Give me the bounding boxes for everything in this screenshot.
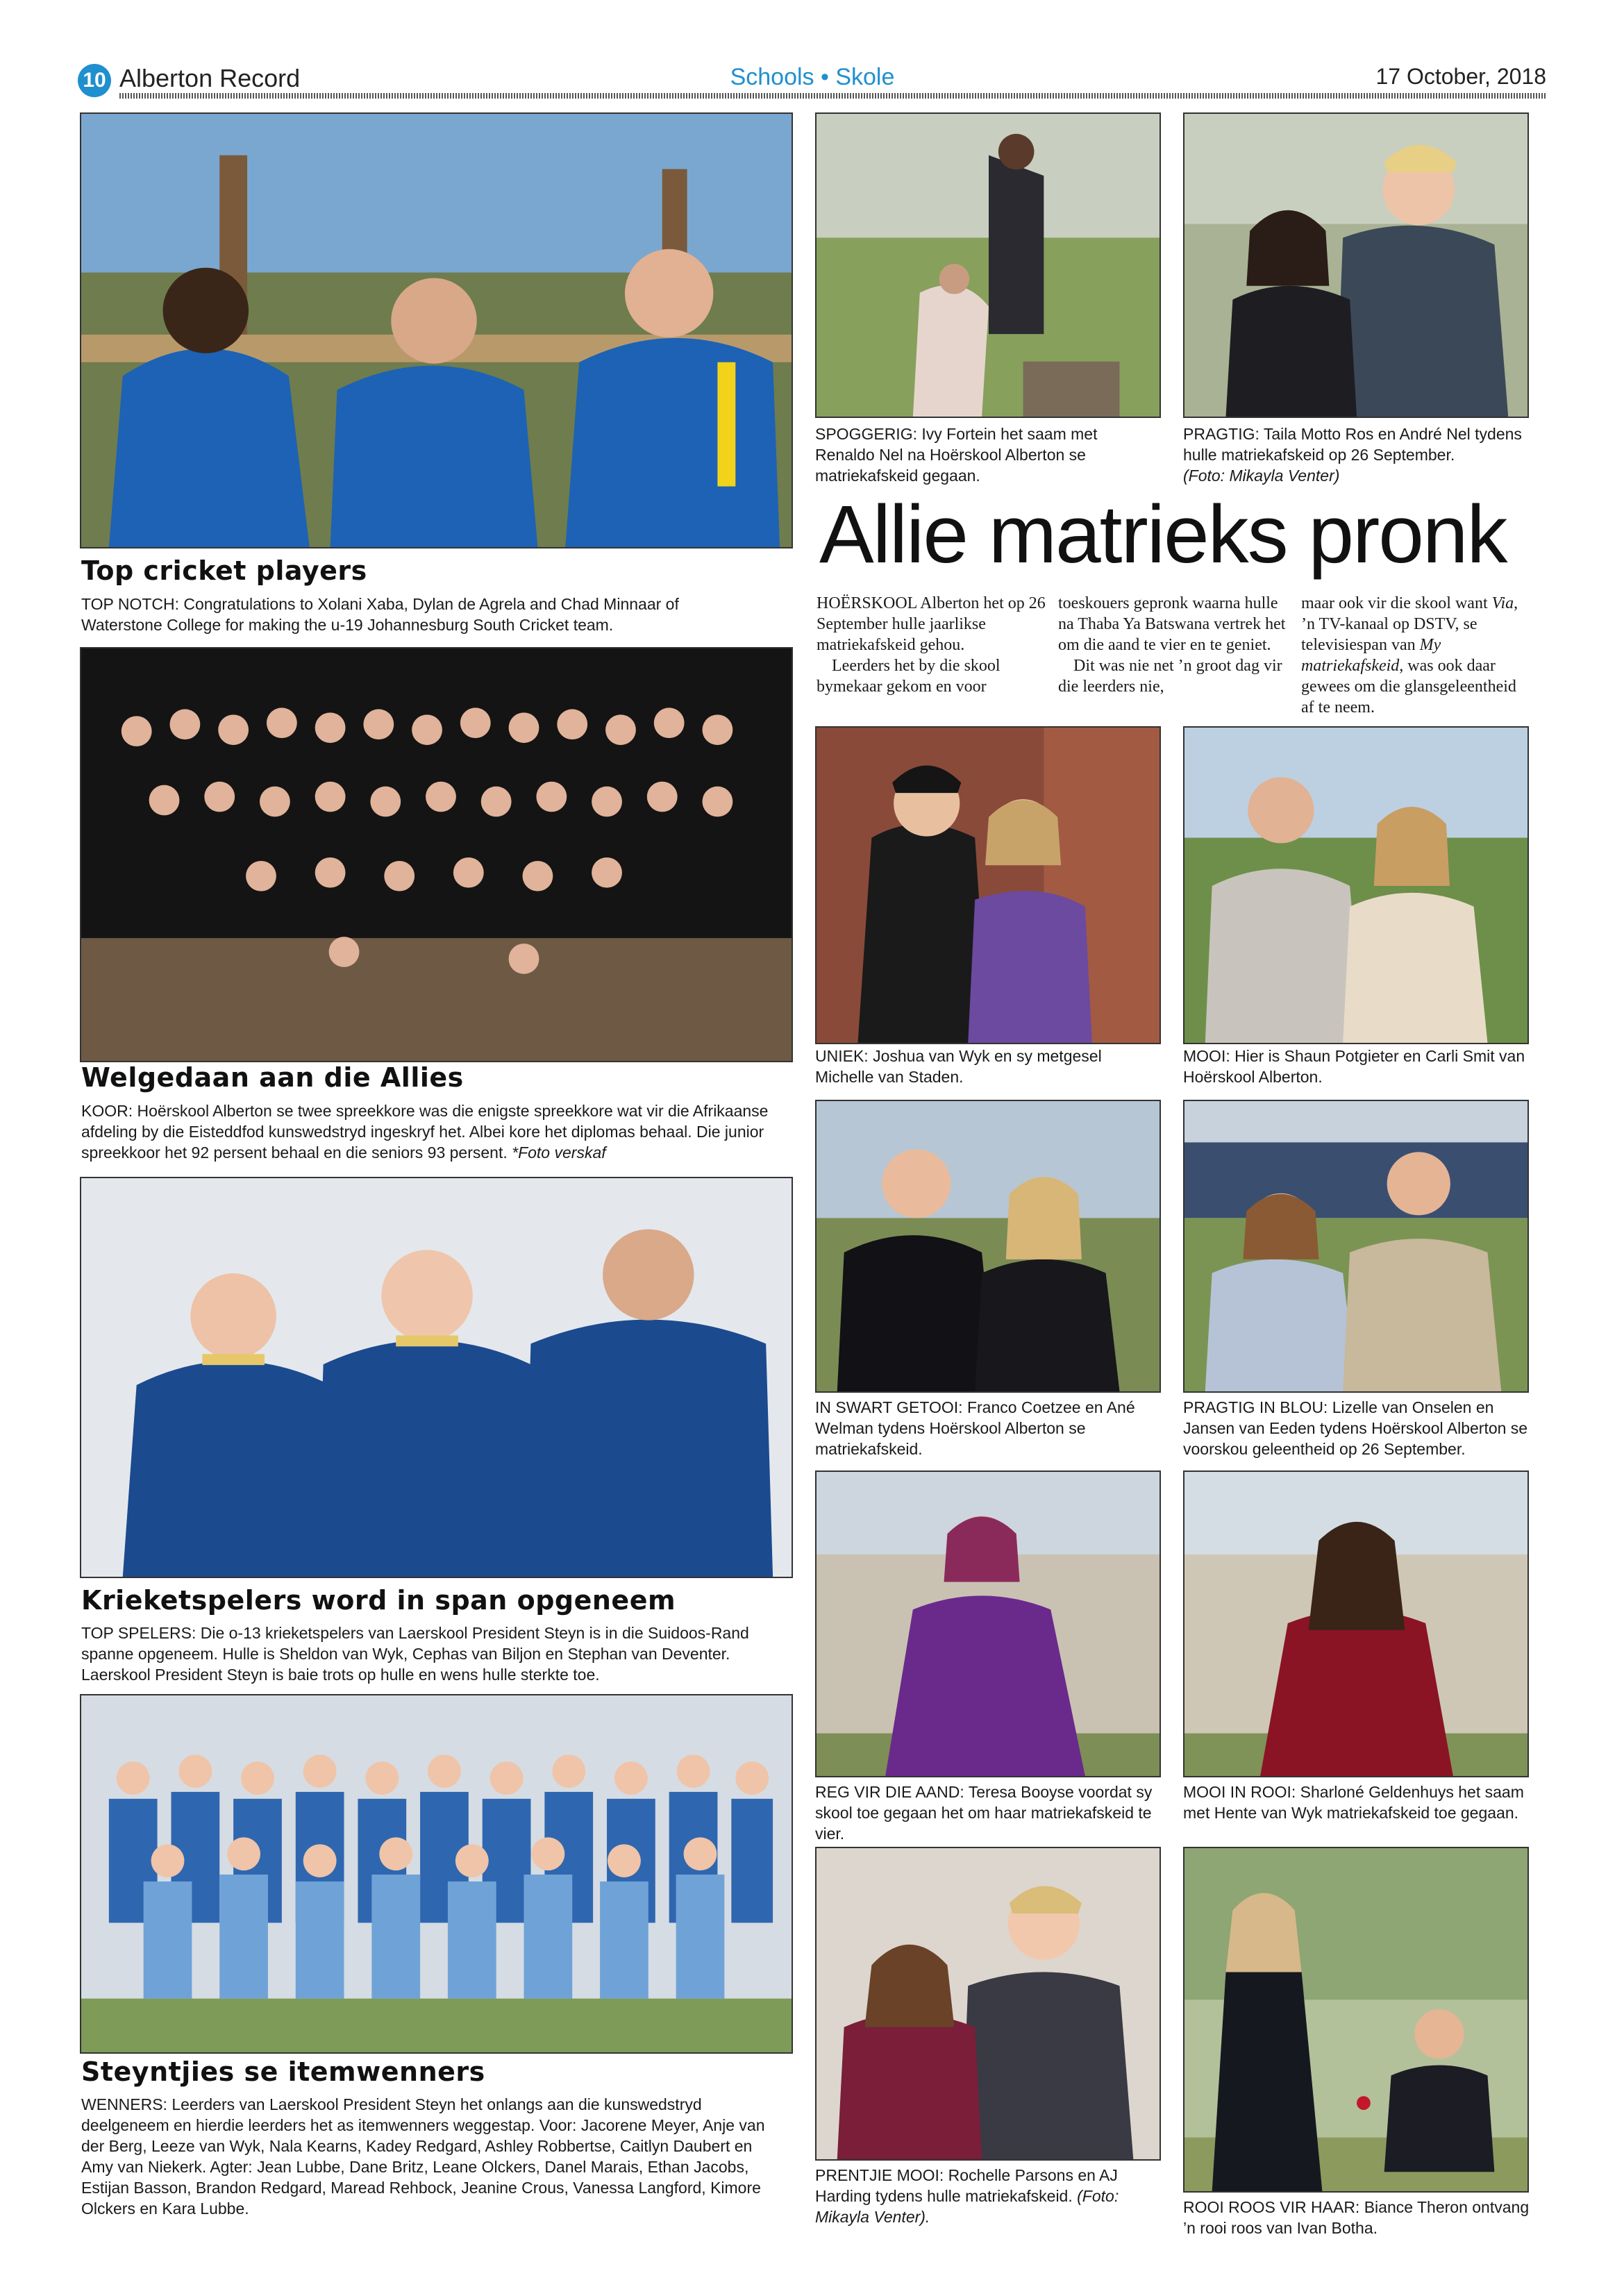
photo-mooi (1183, 726, 1529, 1044)
photo-u13-cricket (80, 1177, 793, 1578)
headline-choir: Welgedaan aan die Allies (81, 1062, 464, 1093)
article-col-2 (1058, 593, 1287, 697)
caption-choir-credit: *Foto verskaf (512, 1143, 606, 1162)
caption-spoggerig: SPOGGERIG: Ivy Fortein het saam met Renaldo Nel na Hoërskool Alberton se matriekafskeid gegaan. (815, 425, 1098, 485)
article-col-1 (817, 593, 1046, 697)
caption-prentjie-text: PRENTJIE MOOI: Rochelle Parsons en AJ Harding tydens hulle matriekafskeid. (815, 2166, 1118, 2205)
photo-rooi-roos (1183, 1847, 1529, 2193)
caption-prentjie-mooi (815, 2165, 1161, 2227)
issue-date: 17 October, 2018 (1375, 64, 1546, 89)
headline-steyntjies: Steyntjies se itemwenners (81, 2056, 485, 2087)
caption-steyntjies: WENNERS: Leerders van Laerskool President Steyn het onlangs aan die kunswedstryd deelgeneem en hierdie leerders het as itemwenners weggestap. Voor: Jacorene Meyer, Anje van der Berg, Leeze van Wyk, Nala Kearns, Kadey Redgard, Ashley Robbertse, Caitlyn Daubert en Amy van Niekerk. Agter: Jean Lubbe, Dane Britz, Leane Olckers, Danel Marais, Ethan Jacobs, Estijan Basson, Brandon Redgard, Maread Rehbock, Jeanine Crous, Vanessa Langford, Kimore Olckers en Kara Lubbe. (81, 2095, 765, 2218)
photo-prentjie-mooi (815, 1847, 1161, 2161)
headline-matric: Allie matrieks pronk (819, 489, 1507, 580)
photo-item-winners (80, 1694, 793, 2054)
caption-prentjie-credit: (Foto: Mikayla Venter). (815, 2187, 1119, 2226)
photo-mooi-in-rooi (1183, 1470, 1529, 1777)
caption-in-swart: IN SWART GETOOI: Franco Coetzee en Ané Welman tydens Hoërskool Alberton se matriekafskeid. (815, 1398, 1135, 1458)
photo-reg-vir-die-aand (815, 1470, 1161, 1777)
section-label: Schools • Skole (730, 64, 895, 90)
article-col-3 (1301, 593, 1530, 718)
caption-reg-vir-die-aand: REG VIR DIE AAND: Teresa Booyse voordat sy skool toe gegaan het om haar matriekafskeid te vier. (815, 1783, 1153, 1843)
photo-pragtig-in-blou (1183, 1100, 1529, 1393)
header-rule (119, 93, 1546, 99)
article-col-3-b: , ’n TV-kanaal op DSTV, se televisiespan van (1301, 594, 1518, 654)
article-col-3-c: , was ook daar gewees om die glansgeleentheid af te neem. (1301, 657, 1516, 717)
caption-pragtig-in-blou: PRAGTIG IN BLOU: Lizelle van Onselen en Jansen van Eeden tydens Hoërskool Alberton se voorskou geleentheid op 26 September. (1183, 1398, 1528, 1458)
caption-choir-text: KOOR: Hoërskool Alberton se twee spreekkore was die enigste spreekkore wat vir die Afrikaanse afdeling by die Eisteddfod kunswedstryd ingeskryf het. Albei kore het diplomas behaal. Die junior spreekkoor het 92 persent behaal en die seniors 93 persent. (81, 1102, 769, 1162)
caption-pragtig-credit: (Foto: Mikayla Venter) (1183, 467, 1340, 485)
article-col-3-via: Via (1491, 594, 1514, 612)
caption-mooi-in-rooi: MOOI IN ROOI: Sharloné Geldenhuys het saam met Hente van Wyk matriekafskeid toe gegaan. (1183, 1783, 1524, 1822)
article-col-2-p2: Dit was nie net ’n groot dag vir die leerders nie, (1058, 657, 1282, 696)
photo-uniek (815, 726, 1161, 1044)
headline-u13: Krieketspelers word in span opgeneem (81, 1585, 676, 1616)
caption-choir (81, 1100, 782, 1163)
caption-cricket: TOP NOTCH: Congratulations to Xolani Xaba, Dylan de Agrela and Chad Minnaar of Waterstone College for making the u-19 Johannesburg South Cricket team. (81, 595, 679, 634)
photo-spoggerig (815, 112, 1161, 418)
photo-cricket-players (80, 112, 793, 548)
article-col-2-p1: toeskouers gepronk waarna hulle na Thaba Ya Batswana vertrek het om die aand te vier en te geniet. (1058, 594, 1286, 654)
article-col-1-p2: Leerders het by die skool bymekaar gekom en voor (817, 657, 1001, 696)
article-col-1-p1: HOËRSKOOL Alberton het op 26 September hulle jaarlikse matriekafskeid gehou. (817, 594, 1046, 654)
caption-pragtig-text: PRAGTIG: Taila Motto Ros en André Nel tydens hulle matriekafskeid op 26 September. (1183, 425, 1522, 464)
caption-uniek: UNIEK: Joshua van Wyk en sy metgesel Michelle van Staden. (815, 1047, 1102, 1086)
caption-mooi: MOOI: Hier is Shaun Potgieter en Carli Smit van Hoërskool Alberton. (1183, 1047, 1525, 1086)
photo-choir (80, 647, 793, 1062)
page-number: 10 (78, 64, 111, 97)
photo-pragtig (1183, 112, 1529, 418)
article-col-3-show: My matriekafskeid (1301, 636, 1441, 675)
photo-in-swart (815, 1100, 1161, 1393)
masthead: Alberton Record (119, 64, 301, 92)
caption-rooi-roos: ROOI ROOS VIR HAAR: Biance Theron ontvang ’n rooi roos van Ivan Botha. (1183, 2198, 1530, 2237)
headline-cricket: Top cricket players (81, 555, 367, 586)
article-col-3-a: maar ook vir die skool want (1301, 594, 1492, 612)
caption-pragtig (1183, 424, 1544, 486)
caption-u13: TOP SPELERS: Die o-13 krieketspelers van Laerskool President Steyn is in die Suidoos-Rand spanne opgeneem. Hulle is Sheldon van Wyk, Cephas van Biljon en Stephan van Deventer. Laerskool President Steyn is baie trots op hulle en wens hulle sterkte toe. (81, 1624, 749, 1684)
